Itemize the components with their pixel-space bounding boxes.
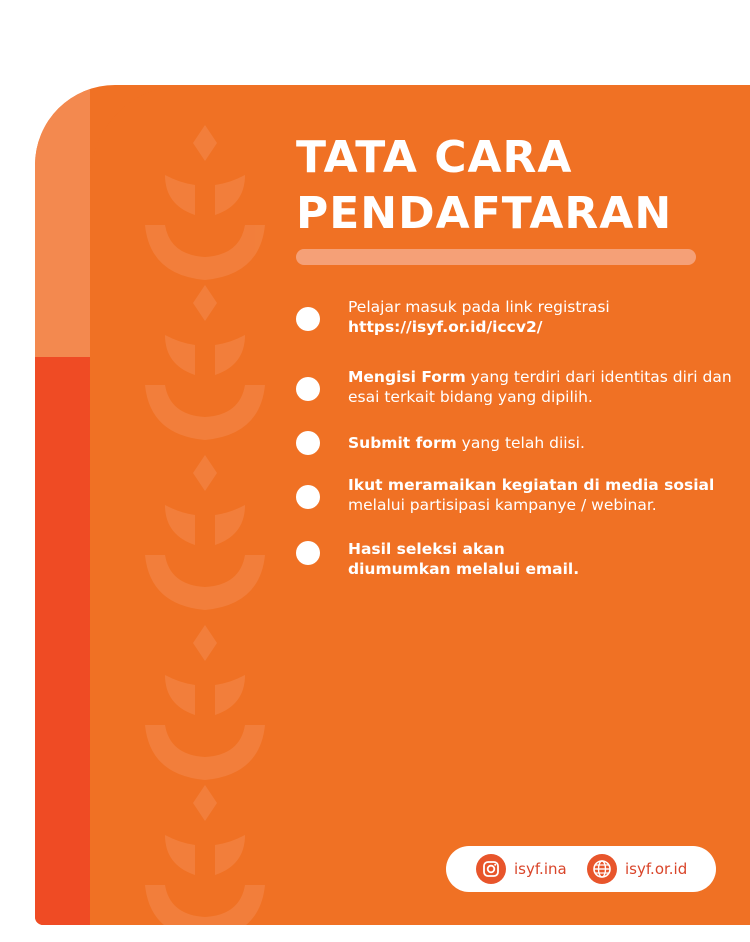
bullet-dot xyxy=(296,431,320,455)
step-2-text: yang terdiri dari identitas diri dan esai terkait bidang yang dipilih. xyxy=(348,368,732,406)
side-stripe-light xyxy=(35,85,90,357)
side-stripe-red xyxy=(35,357,90,925)
website-link[interactable] xyxy=(587,854,687,884)
title-line-1: TATA CARA xyxy=(296,132,573,183)
step-2-bold: Mengisi Form xyxy=(348,368,466,386)
title-line-2: PENDAFTARAN xyxy=(296,188,673,239)
bullet-dot xyxy=(296,485,320,509)
bullet-dot xyxy=(296,307,320,331)
bullet-dot xyxy=(296,541,320,565)
title-underline-bar xyxy=(296,249,696,265)
step-1-text: Pelajar masuk pada link registrasi xyxy=(348,298,610,316)
instagram-handle: isyf.ina xyxy=(514,860,567,878)
step-item-2 xyxy=(296,367,736,407)
leaf-pattern-decoration xyxy=(135,105,275,925)
step-3-text: yang telah diisi. xyxy=(456,434,585,452)
website-url: isyf.or.id xyxy=(625,860,688,878)
bullet-dot xyxy=(296,377,320,401)
instagram-link[interactable] xyxy=(476,854,567,884)
registration-link[interactable]: https://isyf.or.id/iccv2/ xyxy=(348,318,543,336)
step-3-bold: Submit form xyxy=(348,434,457,452)
globe-icon xyxy=(587,854,617,884)
registration-steps-list xyxy=(296,297,736,579)
step-4-text: melalui partisipasi kampanye / webinar. xyxy=(348,496,657,514)
page-title xyxy=(296,130,716,242)
instagram-icon xyxy=(476,854,506,884)
step-item-1 xyxy=(296,297,736,337)
step-item-4 xyxy=(296,475,736,515)
step-4-bold: Ikut meramaikan kegiatan di media sosial xyxy=(348,476,715,494)
step-5-bold: Hasil seleksi akan diumumkan melalui email. xyxy=(348,540,580,578)
social-links-pill xyxy=(446,846,716,892)
step-item-3 xyxy=(296,433,736,453)
step-item-5 xyxy=(296,539,608,579)
